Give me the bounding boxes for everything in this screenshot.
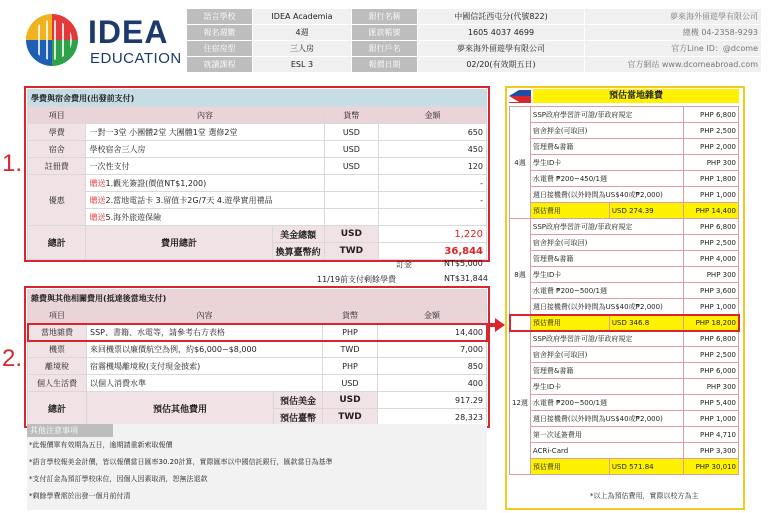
row-content: 來回機票以廉價航空為例，約$6,000~$8,000: [87, 341, 323, 358]
table-header: [28, 307, 487, 324]
info-label: 報名週數: [187, 25, 253, 41]
table-row: [28, 158, 487, 175]
company-info: 官方Line ID：@dcome: [585, 41, 762, 57]
logo-name: IDEA: [88, 14, 169, 50]
row-content: 以個人消費水準: [87, 375, 323, 392]
fee-amount: PHP 300: [684, 267, 739, 283]
gift-tag: 贈送: [89, 178, 106, 188]
fee-amount: PHP 3,600: [684, 283, 739, 299]
tuition-table: [27, 89, 487, 260]
fee-item: 水電費 ₱200~500/1週: [530, 395, 683, 411]
fee-item: 管理費&書籍: [530, 139, 683, 155]
row-currency: USD: [323, 375, 378, 392]
info-label: 住宿房型: [187, 41, 253, 57]
fee-amount: PHP 1,000: [684, 299, 739, 315]
usd-total: 1,220: [379, 226, 487, 243]
row-amount: 450: [379, 141, 487, 158]
balance-amount: NT$31,844: [444, 274, 488, 283]
company-info: 官方網站 www.dcomeabroad.com: [585, 57, 762, 73]
fee-item: 學生ID卡: [530, 267, 683, 283]
fee-item: 宿舍押金(可取回): [530, 347, 683, 363]
row-item: 離境稅: [28, 358, 87, 375]
local-fees-table: [509, 106, 739, 475]
row-amount: 7,000: [378, 341, 487, 358]
header-item: 項目: [28, 307, 87, 324]
total-label: 總計: [28, 392, 87, 426]
fee-item: 週日接機費(以外時間為US$40或₱2,000): [530, 187, 683, 203]
estimate-usd: USD 274.39: [609, 203, 683, 219]
gift-tag: 贈送: [89, 195, 106, 205]
row-currency: USD: [324, 158, 379, 175]
table-row: [28, 324, 487, 341]
discount-amount: -: [379, 192, 487, 209]
fee-item: 宿舍押金(可取回): [530, 235, 683, 251]
discount-row: [28, 175, 487, 192]
row-amount: 850: [378, 358, 487, 375]
discount-amount: -: [379, 175, 487, 192]
info-grid: [186, 8, 762, 73]
estimate-label: 預估費用: [530, 203, 609, 219]
company-info: 夢來海外留遊學有限公司: [585, 9, 762, 25]
discount-row: [28, 209, 487, 226]
info-value: 4週: [253, 25, 352, 41]
fee-amount: PHP 6,800: [684, 219, 739, 235]
philippines-flag-icon: [509, 90, 531, 103]
fee-amount: PHP 300: [684, 379, 739, 395]
row-item: 註冊費: [28, 158, 86, 175]
total-desc: 預估其他費用: [87, 392, 274, 426]
fee-amount: PHP 6,000: [684, 363, 739, 379]
row-amount: 400: [378, 375, 487, 392]
fee-amount: PHP 1,000: [684, 187, 739, 203]
header-currency: 貨幣: [323, 307, 378, 324]
row-amount: 14,400: [378, 324, 487, 341]
estimate-usd: USD 346.8: [609, 315, 683, 331]
row-item: 當地雜費: [28, 324, 87, 341]
row-content: 一次性支付: [86, 158, 324, 175]
twd-total-label: 換算臺幣約: [272, 243, 324, 260]
local-fees-title: 預估當地雜費: [533, 89, 739, 103]
fee-item: 週日接機費(以外時間為US$40或₱2,000): [530, 411, 683, 427]
note-item: *支付訂金為預訂學校床位，因個人因素取消，恕無法退款: [29, 475, 208, 483]
row-currency: TWD: [323, 341, 378, 358]
fee-item: 宿舍押金(可取回): [530, 123, 683, 139]
header-content: 內容: [86, 107, 324, 124]
row-content: SSP、書籍、水電等，請參考右方表格: [87, 324, 323, 341]
info-value: 三人房: [253, 41, 352, 57]
idea-logo: [26, 12, 186, 70]
table-row: [28, 124, 487, 141]
twd-total: 36,844: [379, 243, 487, 260]
row-item: 機票: [28, 341, 87, 358]
row-content: 一對一3堂 小團體2堂 大團體1堂 選修2堂: [86, 124, 324, 141]
info-label: 就讀課程: [187, 57, 253, 73]
section-marker-2: 2.: [2, 345, 23, 372]
discount-text: [86, 175, 324, 192]
row-currency: USD: [324, 124, 379, 141]
table-row: [28, 358, 487, 375]
logo-subtitle: EDUCATION: [90, 50, 182, 67]
discount-text: [86, 209, 324, 226]
estimate-php: PHP 14,400: [684, 203, 739, 219]
other-fees-table: [27, 289, 487, 426]
info-label: 銀行戶名: [352, 41, 418, 57]
fee-amount: PHP 1,000: [684, 411, 739, 427]
info-label: 語言學校: [187, 9, 253, 25]
twd-currency: TWD: [323, 409, 378, 426]
total-row: [28, 392, 487, 409]
estimate-label: 預估費用: [530, 459, 609, 475]
row-amount: 120: [379, 158, 487, 175]
discount-desc: 2.當地電話卡 3.留值卡2G/7天 4.遊學實用禮品: [105, 195, 273, 205]
deposit-label: 訂金: [396, 260, 412, 269]
usd-currency: USD: [324, 226, 379, 243]
note-item: *剩餘學費需於出發一個月前付清: [29, 492, 131, 500]
weeks-label: 12週: [510, 331, 531, 475]
row-item: 學費: [28, 124, 86, 141]
info-value: IDEA Academia: [253, 9, 352, 25]
row-currency: PHP: [323, 358, 378, 375]
table-header: [28, 107, 487, 124]
row-currency: USD: [324, 141, 379, 158]
row-amount: 650: [379, 124, 487, 141]
info-label: 匯款帳號: [352, 25, 418, 41]
fee-amount: PHP 2,000: [684, 139, 739, 155]
header-item: 項目: [28, 107, 86, 124]
discount-amount: [379, 209, 487, 226]
fee-item: 學生ID卡: [530, 155, 683, 171]
info-value: ESL 3: [253, 57, 352, 73]
info-row: [187, 25, 762, 41]
gift-tag: 贈送: [89, 212, 106, 222]
info-row: [187, 41, 762, 57]
note-item: *此報價單有效期為五日，逾期請重新索取報價: [29, 441, 173, 449]
fee-item: SSP政府學習許可證/菲政府規定: [530, 219, 683, 235]
twd-estimate-label: 預估臺幣: [274, 409, 323, 426]
fee-item: SSP政府學習許可證/菲政府規定: [530, 331, 683, 347]
usd-currency: USD: [323, 392, 378, 409]
info-label: 報價日期: [352, 57, 418, 73]
header-content: 內容: [87, 307, 323, 324]
fee-amount: PHP 2,500: [684, 235, 739, 251]
row-currency: PHP: [323, 324, 378, 341]
company-info: 總機 04-2358-9293: [585, 25, 762, 41]
header-currency: 貨幣: [324, 107, 379, 124]
fee-item: 管理費&書籍: [530, 363, 683, 379]
estimate-php: PHP 30,010: [684, 459, 739, 475]
fee-item: 學生ID卡: [530, 379, 683, 395]
row-item: 個人生活費: [28, 375, 87, 392]
fee-amount: PHP 4,000: [684, 251, 739, 267]
info-row: [187, 9, 762, 25]
fee-amount: PHP 3,300: [684, 443, 739, 459]
fee-item: 第一次延簽費用: [530, 427, 683, 443]
panel-footer-note: *以上為預估費用，實際以校方為主: [590, 492, 699, 500]
table-row: [28, 341, 487, 358]
row-content: 宿霧機場離境稅(支付現金披索): [87, 358, 323, 375]
total-row: [28, 226, 487, 243]
fee-amount: PHP 2,500: [684, 123, 739, 139]
usd-estimate: 917.29: [378, 392, 487, 409]
info-value: 夢來海外留遊學有限公司: [418, 41, 585, 57]
estimate-php: PHP 18,200: [684, 315, 739, 331]
info-row: [187, 57, 762, 73]
header-amount: 金額: [378, 307, 487, 324]
weeks-label: 8週: [510, 219, 531, 331]
fee-item: 週日接機費(以外時間為US$40或₱2,000): [530, 299, 683, 315]
table-row: [28, 375, 487, 392]
discount-row: [28, 192, 487, 209]
notes-panel: [27, 424, 487, 510]
section2-title: 雜費與其他相關費用(抵達後當地支付): [28, 290, 487, 307]
fee-item: 管理費&書籍: [530, 251, 683, 267]
notes-title: 其他注意事項: [27, 424, 113, 437]
estimate-usd: USD 571.84: [609, 459, 683, 475]
discount-text: [86, 192, 324, 209]
balance-label: 11/19前支付剩餘學費: [317, 275, 397, 284]
info-value: 02/20(有效期五日): [418, 57, 585, 73]
total-label: 總計: [28, 226, 86, 260]
note-item: *語言學校報美金計價，皆以報價當日匯率30.20計算，實際匯率以中國信託銀行，匯款當日為基準: [29, 458, 333, 466]
row-content: 學校宿舍三人房: [86, 141, 324, 158]
fee-amount: PHP 2,500: [684, 347, 739, 363]
table-row: [28, 141, 487, 158]
fee-amount: PHP 5,400: [684, 395, 739, 411]
fee-item: ACRi-Card: [530, 443, 683, 459]
section-marker-1: 1.: [2, 150, 23, 177]
fee-amount: PHP 1,800: [684, 171, 739, 187]
total-desc: 費用總計: [86, 226, 272, 260]
globe-icon: [26, 14, 78, 66]
twd-estimate: 28,323: [378, 409, 487, 426]
fee-amount: PHP 6,800: [684, 331, 739, 347]
row-item: 宿舍: [28, 141, 86, 158]
info-value: 中國信託西屯分(代號822): [418, 9, 585, 25]
fee-amount: PHP 300: [684, 155, 739, 171]
info-value: 1605 4037 4699: [418, 25, 585, 41]
twd-currency: TWD: [324, 243, 379, 260]
fee-item: SSP政府學習許可證/菲政府規定: [530, 107, 683, 123]
info-label: 銀行名稱: [352, 9, 418, 25]
fee-item: 水電費 ₱200~500/1週: [530, 283, 683, 299]
usd-total-label: 美金總額: [272, 226, 324, 243]
arrow-right-icon: [495, 318, 505, 332]
weeks-label: 4週: [510, 107, 531, 219]
deposit-amount: NT$5,000: [444, 259, 483, 268]
fee-amount: PHP 6,800: [684, 107, 739, 123]
fee-amount: PHP 4,710: [684, 427, 739, 443]
header-amount: 金額: [379, 107, 487, 124]
usd-estimate-label: 預估美金: [274, 392, 323, 409]
estimate-label: 預估費用: [530, 315, 609, 331]
fee-item: 水電費 ₱200~450/1週: [530, 171, 683, 187]
discount-desc: 5.海外旅遊保險: [105, 212, 162, 222]
discount-label: 優惠: [28, 175, 86, 226]
section1-title: 學費與宿舍費用(出發前支付): [28, 90, 487, 107]
discount-desc: 1.觀光簽證(價值NT$1,200): [105, 178, 207, 188]
